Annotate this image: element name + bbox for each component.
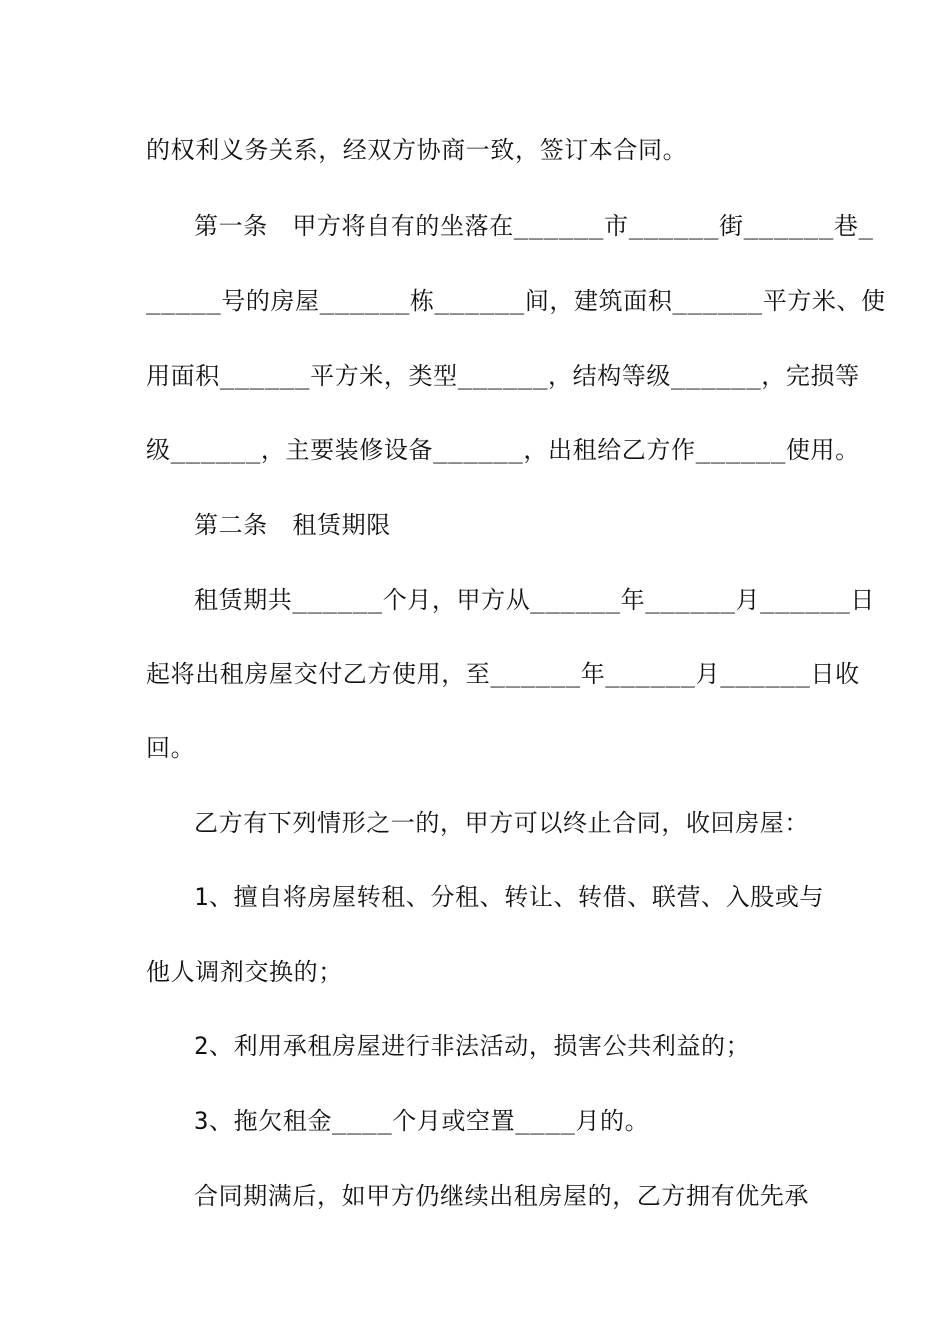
text-line: 他人调剂交换的； [146,958,343,986]
text-line: 乙方有下列情形之一的，甲方可以终止合同，收回房屋： [194,809,809,837]
text-line: 回。 [146,734,196,762]
text-line: 合同期满后，如甲方仍继续出租房屋的，乙方拥有优先承 [194,1182,809,1210]
list-item-2: 2、利用承租房屋进行非法活动，损害公共利益的； [194,1032,751,1060]
text-line: 租赁期共______个月，甲方从______年______月______日 [194,586,875,614]
text-line: 起将出租房屋交付乙方使用，至______年______月______日收 [146,660,860,688]
list-item-3: 3、拖欠租金____个月或空置____月的。 [194,1107,650,1135]
text-line: 用面积______平方米，类型______，结构等级______，完损等 [146,362,860,390]
article-one-line: 第一条 甲方将自有的坐落在______市______街______巷_ [194,212,874,240]
text-line: 的权利义务关系，经双方协商一致，签订本合同。 [146,136,688,164]
text-line: 级______，主要装修设备______，出租给乙方作______使用。 [146,436,860,464]
text-line: _____号的房屋______栋______间，建筑面积______平方米、使 [146,287,886,315]
list-item-1: 1、擅自将房屋转租、分租、转让、转借、联营、入股或与 [194,883,825,911]
article-two-heading: 第二条 租赁期限 [194,511,391,539]
